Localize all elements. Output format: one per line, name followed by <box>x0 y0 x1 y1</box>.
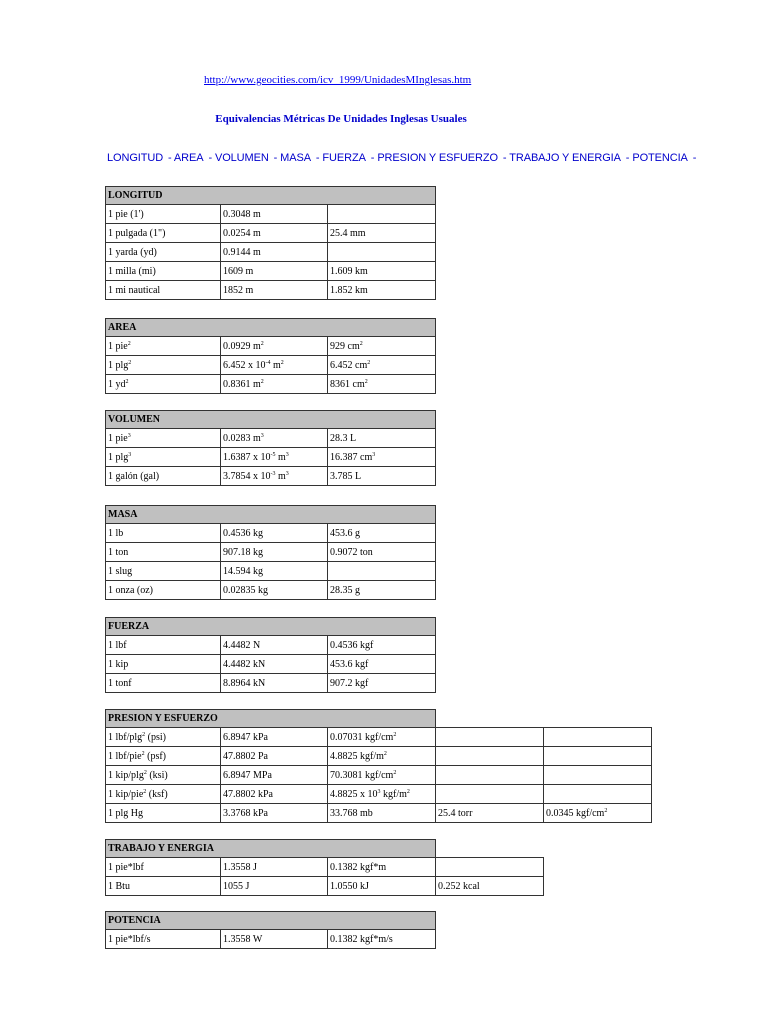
table-row <box>106 581 436 600</box>
section-title: PRESION Y ESFUERZO <box>106 710 436 728</box>
nav-link-area[interactable]: AREA <box>173 152 204 164</box>
nav-link-masa[interactable]: MASA <box>280 152 311 164</box>
table-cell: 4.8825 x $10^3$ kgf/$m^2$ <box>328 785 436 804</box>
table-cell: 1 pie*lbf <box>106 858 221 877</box>
table-fuerza <box>105 617 436 693</box>
table-cell: 0.0254 m <box>221 224 328 243</box>
table-cell: 1 tonf <box>106 674 221 693</box>
table-cell: 0.02835 kg <box>221 581 328 600</box>
table-cell: 0.8361 $m^2$ <box>221 375 328 394</box>
table-row <box>106 747 652 766</box>
table-header-row <box>106 411 436 429</box>
section-title: LONGITUD <box>106 187 436 205</box>
table-cell: 8.8964 kN <box>221 674 328 693</box>
table-cell: 0.07031 kgf/$cm^2$ <box>328 728 436 747</box>
section-title: MASA <box>106 506 436 524</box>
table-longitud <box>105 186 436 300</box>
table-cell: 1 Btu <box>106 877 221 896</box>
table-header-row <box>106 187 436 205</box>
table-cell: 1 plg Hg <box>106 804 221 823</box>
table-presion <box>105 709 652 823</box>
table-row <box>106 448 436 467</box>
nav-link-volumen[interactable]: VOLUMEN <box>214 152 269 164</box>
table-row <box>106 467 436 486</box>
table-cell: 0.252 kcal <box>436 877 544 896</box>
nav-link-fuerza[interactable]: FUERZA <box>322 152 366 164</box>
table-cell: 0.9144 m <box>221 243 328 262</box>
table-row <box>106 224 436 243</box>
table-cell: 4.4482 N <box>221 636 328 655</box>
table-row <box>106 375 436 394</box>
table-row <box>106 337 436 356</box>
table-cell: 1 pie$^3$ <box>106 429 221 448</box>
table-cell: 3.3768 kPa <box>221 804 328 823</box>
table-cell: 1 pie*lbf/s <box>106 930 221 949</box>
table-cell: 929 $cm^2$ <box>328 337 436 356</box>
table-row <box>106 766 652 785</box>
table-cell: 453.6 kgf <box>328 655 436 674</box>
table-trabajo <box>105 839 544 896</box>
table-cell: 1 yarda (yd) <box>106 243 221 262</box>
table-cell <box>544 728 652 747</box>
section-title: TRABAJO Y ENERGIA <box>106 840 436 858</box>
section-nav: LONGITUD - AREA - VOLUMEN - MASA - FUERZA - PRESION Y ESFUERZO - TRABAJO Y ENERGIA - POTENCIA - <box>107 152 697 164</box>
table-row <box>106 858 544 877</box>
table-header-row <box>106 319 436 337</box>
nav-link-trabajo[interactable]: TRABAJO Y ENERGIA <box>509 152 621 164</box>
table-cell: 1 pulgada (1") <box>106 224 221 243</box>
table-row <box>106 804 652 823</box>
table-cell: 1 lb <box>106 524 221 543</box>
table-header-row <box>106 710 652 728</box>
table-cell: 3.785 L <box>328 467 436 486</box>
table-cell: 1852 m <box>221 281 328 300</box>
table-cell: 0.1382 kgf*m <box>328 858 436 877</box>
table-cell: 1 lbf <box>106 636 221 655</box>
table-cell: 1.3558 W <box>221 930 328 949</box>
table-cell: 1 plg$^2$ <box>106 356 221 375</box>
table-cell <box>436 785 544 804</box>
table-cell: 1 plg$^3$ <box>106 448 221 467</box>
table-cell: 6.8947 MPa <box>221 766 328 785</box>
table-cell: 0.4536 kgf <box>328 636 436 655</box>
section-title: VOLUMEN <box>106 411 436 429</box>
table-cell: 1.3558 J <box>221 858 328 877</box>
table-cell: 907.18 kg <box>221 543 328 562</box>
table-row <box>106 262 436 281</box>
table-row <box>106 243 436 262</box>
table-header-row <box>106 506 436 524</box>
table-row <box>106 636 436 655</box>
table-row <box>106 785 652 804</box>
table-cell: 1 onza (oz) <box>106 581 221 600</box>
table-cell: 453.6 g <box>328 524 436 543</box>
table-row <box>106 877 544 896</box>
table-cell: 1 pie$^2$ <box>106 337 221 356</box>
table-cell: 1609 m <box>221 262 328 281</box>
table-cell: 1 lbf/pie$^2$ (psf) <box>106 747 221 766</box>
table-row <box>106 205 436 224</box>
table-cell <box>436 858 544 877</box>
table-cell: 0.0929 $m^2$ <box>221 337 328 356</box>
table-cell: 25.4 mm <box>328 224 436 243</box>
table-cell: 907.2 kgf <box>328 674 436 693</box>
section-title: AREA <box>106 319 436 337</box>
nav-link-presion[interactable]: PRESION Y ESFUERZO <box>377 152 498 164</box>
section-title: POTENCIA <box>106 912 436 930</box>
table-cell <box>328 562 436 581</box>
table-cell: 6.452 x $10^{-4}$ $m^2$ <box>221 356 328 375</box>
table-cell: 0.0345 kgf/$cm^2$ <box>544 804 652 823</box>
table-cell <box>436 728 544 747</box>
table-row <box>106 429 436 448</box>
table-cell: 1 slug <box>106 562 221 581</box>
table-cell: 0.1382 kgf*m/s <box>328 930 436 949</box>
table-cell: 8361 $cm^2$ <box>328 375 436 394</box>
table-cell: 1 galón (gal) <box>106 467 221 486</box>
table-row <box>106 674 436 693</box>
table-cell: 1 kip/pie$^2$ (ksf) <box>106 785 221 804</box>
table-potencia <box>105 911 436 949</box>
header-spacer <box>436 710 544 728</box>
table-cell: 6.8947 kPa <box>221 728 328 747</box>
source-url-link[interactable]: http://www.geocities.com/icv_1999/UnidadesMInglesas.htm <box>204 74 472 86</box>
table-cell: 0.0283 $m^3$ <box>221 429 328 448</box>
table-volumen <box>105 410 436 486</box>
table-cell: 1 kip <box>106 655 221 674</box>
table-cell: 28.3 L <box>328 429 436 448</box>
table-cell: 0.3048 m <box>221 205 328 224</box>
nav-link-longitud[interactable]: LONGITUD <box>107 152 164 164</box>
table-cell: 25.4 torr <box>436 804 544 823</box>
table-cell: 1 milla (mi) <box>106 262 221 281</box>
section-title: FUERZA <box>106 618 436 636</box>
table-cell: 70.3081 kgf/$cm^2$ <box>328 766 436 785</box>
table-cell: 47.8802 Pa <box>221 747 328 766</box>
header-spacer <box>544 710 652 728</box>
table-header-row <box>106 618 436 636</box>
table-cell <box>436 747 544 766</box>
table-cell: 1 pie (1') <box>106 205 221 224</box>
table-cell: 4.8825 kgf/$m^2$ <box>328 747 436 766</box>
table-row <box>106 562 436 581</box>
page-title: Equivalencias Métricas De Unidades Inglesas Usuales <box>215 113 467 125</box>
table-cell <box>544 747 652 766</box>
header-spacer <box>436 840 544 858</box>
table-cell: 1.609 km <box>328 262 436 281</box>
table-cell: 0.4536 kg <box>221 524 328 543</box>
table-cell: 1 ton <box>106 543 221 562</box>
table-cell: 1.0550 kJ <box>328 877 436 896</box>
table-cell: 1 $yd^2$ <box>106 375 221 394</box>
table-cell: 1.6387 x $10^{-5}$ $m^3$ <box>221 448 328 467</box>
table-row <box>106 524 436 543</box>
table-cell: 1 lbf/plg$^2$ (psi) <box>106 728 221 747</box>
table-cell <box>328 243 436 262</box>
table-row <box>106 356 436 375</box>
table-cell <box>436 766 544 785</box>
table-cell: 3.7854 x $10^{-3}$ $m^3$ <box>221 467 328 486</box>
table-cell: 16.387 $cm^3$ <box>328 448 436 467</box>
table-area <box>105 318 436 394</box>
table-cell: 4.4482 kN <box>221 655 328 674</box>
table-cell: 33.768 mb <box>328 804 436 823</box>
table-cell <box>544 766 652 785</box>
nav-link-potencia[interactable]: POTENCIA <box>632 152 688 164</box>
table-cell: 1 mi nautical <box>106 281 221 300</box>
table-cell: 1 kip/plg$^2$ (ksi) <box>106 766 221 785</box>
table-row <box>106 655 436 674</box>
table-cell: 28.35 g <box>328 581 436 600</box>
table-row <box>106 543 436 562</box>
table-row <box>106 281 436 300</box>
table-cell: 1.852 km <box>328 281 436 300</box>
table-cell: 1055 J <box>221 877 328 896</box>
table-cell <box>544 785 652 804</box>
table-cell: 47.8802 kPa <box>221 785 328 804</box>
table-cell: 0.9072 ton <box>328 543 436 562</box>
table-cell: 14.594 kg <box>221 562 328 581</box>
table-masa <box>105 505 436 600</box>
table-header-row <box>106 912 436 930</box>
table-cell: 6.452 $cm^2$ <box>328 356 436 375</box>
table-row <box>106 930 436 949</box>
table-row <box>106 728 652 747</box>
table-cell <box>328 205 436 224</box>
table-header-row <box>106 840 544 858</box>
